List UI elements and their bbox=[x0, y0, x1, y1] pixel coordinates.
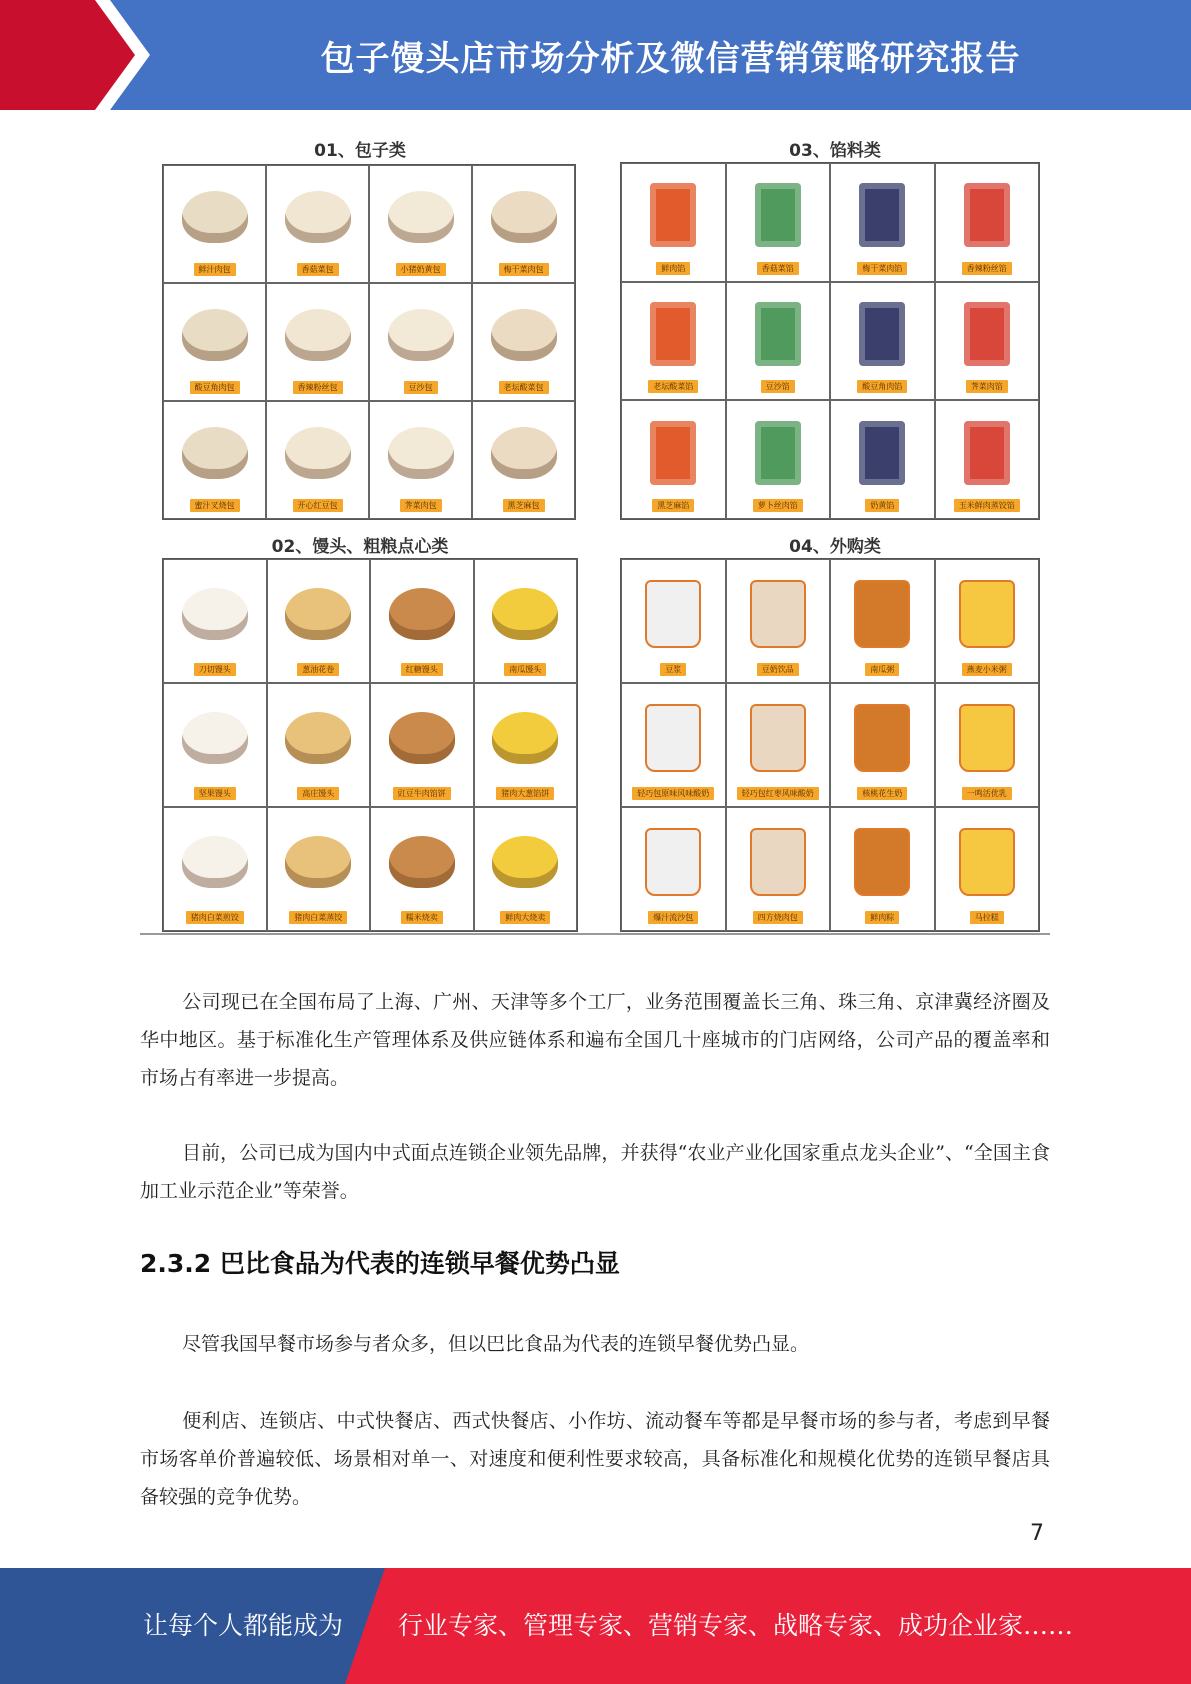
product-cell bbox=[370, 559, 474, 683]
product-label: 南瓜粥 bbox=[865, 663, 899, 676]
product-label: 老坛酸菜馅 bbox=[648, 380, 698, 393]
product-image bbox=[859, 302, 905, 366]
product-image bbox=[491, 427, 557, 479]
paragraph-1 bbox=[140, 983, 1050, 1097]
product-cell bbox=[369, 165, 472, 283]
product-cell bbox=[267, 683, 371, 807]
product-image bbox=[755, 421, 801, 485]
product-cell bbox=[935, 683, 1040, 807]
product-grid bbox=[162, 558, 578, 932]
paragraph-text: 尽管我国早餐市场参与者众多，但以巴比食品为代表的连锁早餐优势凸显。 bbox=[182, 1333, 810, 1355]
product-label: 燕麦小米粥 bbox=[962, 663, 1012, 676]
paragraph-3 bbox=[140, 1325, 1050, 1363]
panel-purchased bbox=[620, 524, 1050, 934]
product-label: 刀切馒头 bbox=[194, 663, 236, 676]
product-image bbox=[854, 704, 910, 772]
footer-slogan-right: 行业专家、管理专家、营销专家、战略专家、成功企业家…… bbox=[398, 1611, 1074, 1640]
product-label: 高庄馒头 bbox=[297, 787, 339, 800]
panel-fillings bbox=[620, 128, 1050, 520]
product-label: 萝卜丝肉馅 bbox=[753, 499, 803, 512]
product-cell bbox=[935, 400, 1040, 519]
product-label: 南瓜馒头 bbox=[504, 663, 546, 676]
product-cell bbox=[370, 683, 474, 807]
product-image bbox=[285, 712, 351, 764]
product-image bbox=[285, 191, 351, 243]
product-cell bbox=[266, 283, 369, 401]
product-cell bbox=[163, 401, 266, 519]
product-label: 糯米烧卖 bbox=[401, 911, 443, 924]
product-label: 玉米鲜肉蒸饺馅 bbox=[954, 499, 1020, 512]
product-image bbox=[182, 427, 248, 479]
page-number: 7 bbox=[1030, 1521, 1044, 1546]
product-grid bbox=[162, 164, 576, 520]
product-label: 轻巧包原味风味酸奶 bbox=[632, 787, 714, 800]
product-cell bbox=[830, 282, 935, 401]
product-grid bbox=[620, 558, 1040, 932]
product-cell bbox=[726, 282, 831, 401]
panel-title: 03、馅料类 bbox=[789, 141, 881, 161]
product-cell bbox=[621, 683, 726, 807]
product-cell bbox=[830, 807, 935, 931]
product-image bbox=[389, 836, 455, 888]
product-cell bbox=[474, 559, 578, 683]
product-image bbox=[389, 712, 455, 764]
product-image bbox=[755, 183, 801, 247]
product-cell bbox=[935, 163, 1040, 282]
product-label: 一鸣活优乳 bbox=[962, 787, 1012, 800]
product-cell bbox=[472, 401, 575, 519]
product-image bbox=[491, 191, 557, 243]
product-cell bbox=[830, 683, 935, 807]
product-cell bbox=[266, 401, 369, 519]
product-label: 酸豆角肉包 bbox=[190, 381, 240, 394]
panel-title: 02、馒头、粗粮点心类 bbox=[271, 537, 449, 557]
product-cell bbox=[267, 807, 371, 931]
product-image bbox=[388, 309, 454, 361]
product-image bbox=[182, 712, 248, 764]
page-header bbox=[0, 0, 1191, 110]
product-label: 鲜肉大烧卖 bbox=[500, 911, 550, 924]
product-image bbox=[182, 309, 248, 361]
product-cell bbox=[935, 559, 1040, 683]
page-title: 包子馒头店市场分析及微信营销策略研究报告 bbox=[320, 38, 1021, 79]
product-image bbox=[285, 836, 351, 888]
paragraph-text: 目前，公司已成为国内中式面点连锁企业领先品牌，并获得“农业产业化国家重点龙头企业”、“全国主食加工业示范企业”等荣誉。 bbox=[140, 1142, 1050, 1202]
product-cell bbox=[369, 401, 472, 519]
product-image bbox=[750, 704, 806, 772]
product-image bbox=[964, 302, 1010, 366]
product-cell bbox=[474, 807, 578, 931]
product-image bbox=[964, 421, 1010, 485]
product-image bbox=[959, 704, 1015, 772]
product-cell bbox=[163, 283, 266, 401]
product-cell bbox=[726, 559, 831, 683]
product-image bbox=[859, 183, 905, 247]
product-image bbox=[650, 302, 696, 366]
footer-slogan-left: 让每个人都能成为 bbox=[143, 1611, 344, 1640]
section-heading: 2.3.2 巴比食品为代表的连锁早餐优势凸显 bbox=[140, 1249, 620, 1278]
product-image bbox=[182, 191, 248, 243]
product-cell bbox=[474, 683, 578, 807]
product-label: 香辣粉丝包 bbox=[293, 381, 343, 394]
product-cell bbox=[830, 559, 935, 683]
product-image bbox=[959, 828, 1015, 896]
product-image bbox=[859, 421, 905, 485]
product-label: 荠菜肉馅 bbox=[966, 380, 1008, 393]
product-category-figure bbox=[140, 128, 1050, 936]
product-cell bbox=[621, 163, 726, 282]
product-label: 豆浆 bbox=[660, 663, 686, 676]
product-image bbox=[389, 588, 455, 640]
product-label: 鲜肉粽 bbox=[865, 911, 899, 924]
product-image bbox=[650, 183, 696, 247]
product-image bbox=[750, 828, 806, 896]
product-label: 荠菜肉包 bbox=[400, 499, 442, 512]
product-image bbox=[285, 588, 351, 640]
product-image bbox=[755, 302, 801, 366]
product-image bbox=[182, 836, 248, 888]
product-grid bbox=[620, 162, 1040, 520]
panel-title: 04、外购类 bbox=[789, 537, 881, 557]
product-image bbox=[750, 580, 806, 648]
paragraph-4 bbox=[140, 1402, 1050, 1516]
product-label: 豆沙馅 bbox=[761, 380, 795, 393]
product-image bbox=[854, 580, 910, 648]
product-image bbox=[645, 828, 701, 896]
product-image bbox=[854, 828, 910, 896]
product-cell bbox=[830, 400, 935, 519]
product-image bbox=[285, 427, 351, 479]
product-label: 轻巧包红枣风味酸奶 bbox=[737, 787, 819, 800]
figure-bottom-rule bbox=[140, 933, 1050, 935]
page-footer bbox=[0, 1568, 1191, 1684]
product-label: 豆沙包 bbox=[404, 381, 438, 394]
product-label: 香菇菜包 bbox=[297, 263, 339, 276]
product-cell bbox=[370, 807, 474, 931]
paragraph-2 bbox=[140, 1134, 1050, 1210]
product-label: 豇豆牛肉馅饼 bbox=[393, 787, 451, 800]
product-image bbox=[388, 191, 454, 243]
paragraph-text: 便利店、连锁店、中式快餐店、西式快餐店、小作坊、流动餐车等都是早餐市场的参与者，考虑到早餐市场客单价普遍较低、场景相对单一、对速度和便利性要求较高，具备标准化和规模化优势的连锁早餐店具备较强的竞争优势。 bbox=[140, 1410, 1050, 1508]
product-cell bbox=[621, 400, 726, 519]
product-label: 猪肉白菜煎饺 bbox=[186, 911, 244, 924]
panel-mantou bbox=[140, 524, 580, 934]
product-cell bbox=[163, 165, 266, 283]
product-label: 黑芝麻包 bbox=[503, 499, 545, 512]
product-cell bbox=[621, 807, 726, 931]
product-image bbox=[491, 309, 557, 361]
product-label: 坚果馒头 bbox=[194, 787, 236, 800]
product-label: 奶黄馅 bbox=[865, 499, 899, 512]
product-image bbox=[650, 421, 696, 485]
product-cell bbox=[266, 165, 369, 283]
product-cell bbox=[163, 683, 267, 807]
product-cell bbox=[472, 283, 575, 401]
product-label: 猪肉白菜蒸饺 bbox=[289, 911, 347, 924]
product-cell bbox=[621, 282, 726, 401]
product-label: 黑芝麻馅 bbox=[652, 499, 694, 512]
product-label: 核桃花生奶 bbox=[857, 787, 907, 800]
product-cell bbox=[267, 559, 371, 683]
product-image bbox=[285, 309, 351, 361]
product-label: 蜜汁叉烧包 bbox=[190, 499, 240, 512]
product-label: 四方烧肉包 bbox=[753, 911, 803, 924]
product-image bbox=[959, 580, 1015, 648]
product-cell bbox=[935, 282, 1040, 401]
product-label: 老坛酸菜包 bbox=[499, 381, 549, 394]
product-image bbox=[182, 588, 248, 640]
product-label: 马拉糕 bbox=[970, 911, 1004, 924]
product-cell bbox=[726, 163, 831, 282]
product-image bbox=[645, 580, 701, 648]
header-arrow-decoration bbox=[0, 0, 150, 110]
product-cell bbox=[726, 807, 831, 931]
product-cell bbox=[621, 559, 726, 683]
product-image bbox=[645, 704, 701, 772]
product-label: 爆汁流沙包 bbox=[648, 911, 698, 924]
product-cell bbox=[726, 683, 831, 807]
paragraph-text: 公司现已在全国布局了上海、广州、天津等多个工厂，业务范围覆盖长三角、珠三角、京津冀经济圈及华中地区。基于标准化生产管理体系及供应链体系和遍布全国几十座城市的门店网络，公司产品的覆盖率和市场占有率进一步提高。 bbox=[140, 991, 1050, 1089]
panel-title: 01、包子类 bbox=[314, 141, 406, 161]
product-label: 酸豆角肉馅 bbox=[857, 380, 907, 393]
product-cell bbox=[163, 559, 267, 683]
product-cell bbox=[726, 400, 831, 519]
product-cell bbox=[935, 807, 1040, 931]
product-label: 开心红豆包 bbox=[293, 499, 343, 512]
product-label: 红糖馒头 bbox=[401, 663, 443, 676]
product-image bbox=[492, 836, 558, 888]
product-label: 鲜肉馅 bbox=[656, 262, 690, 275]
product-label: 葱油花卷 bbox=[297, 663, 339, 676]
product-label: 梅干菜肉包 bbox=[499, 263, 549, 276]
product-label: 香菇菜馅 bbox=[757, 262, 799, 275]
product-cell bbox=[163, 807, 267, 931]
product-cell bbox=[830, 163, 935, 282]
product-image bbox=[492, 588, 558, 640]
product-image bbox=[388, 427, 454, 479]
product-label: 梅干菜肉馅 bbox=[857, 262, 907, 275]
panel-baozi bbox=[140, 128, 580, 520]
product-image bbox=[964, 183, 1010, 247]
product-label: 香辣粉丝馅 bbox=[962, 262, 1012, 275]
product-label: 小猪奶黄包 bbox=[396, 263, 446, 276]
product-label: 鲜汁肉包 bbox=[194, 263, 236, 276]
product-cell bbox=[369, 283, 472, 401]
product-label: 豆奶饮品 bbox=[757, 663, 799, 676]
product-image bbox=[492, 712, 558, 764]
product-cell bbox=[472, 165, 575, 283]
product-label: 猪肉大葱馅饼 bbox=[496, 787, 554, 800]
